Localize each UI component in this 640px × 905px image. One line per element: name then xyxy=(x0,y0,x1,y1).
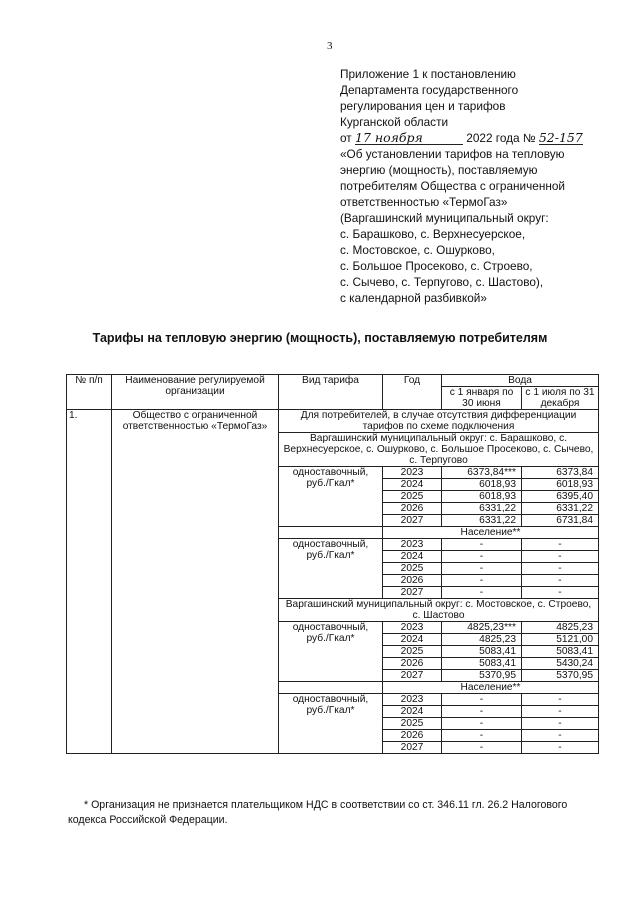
year-cell: 2025 xyxy=(383,646,442,658)
footnote-line: кодекса Российской Федерации. xyxy=(68,814,228,826)
value-period1: - xyxy=(442,706,522,718)
tariff-label: одноставочный, руб./Гкал* xyxy=(279,622,383,682)
value-period1: 6331,22 xyxy=(442,515,522,527)
population-spacer xyxy=(279,682,383,694)
year-text: 2022 года № xyxy=(466,131,536,145)
handwritten-date: 17 ноября xyxy=(355,132,463,145)
value-period2: 5121,00 xyxy=(522,634,599,646)
year-cell: 2024 xyxy=(383,634,442,646)
year-cell: 2025 xyxy=(383,718,442,730)
appendix-header xyxy=(340,66,630,306)
value-period1: - xyxy=(442,694,522,706)
value-period1: - xyxy=(442,587,522,599)
value-period2: 5370,95 xyxy=(522,670,599,682)
value-period1: 6331,22 xyxy=(442,503,522,515)
appendix-subject-line: с. Сычево, с. Терпугово, с. Шастово), xyxy=(340,275,544,289)
col-header-period2: с 1 июля по 31 декабря xyxy=(522,387,599,410)
value-period1: 6373,84*** xyxy=(442,467,522,479)
year-cell: 2023 xyxy=(383,694,442,706)
value-period2: - xyxy=(522,730,599,742)
value-period2: - xyxy=(522,718,599,730)
col-header-water: Вода xyxy=(442,375,599,387)
col-header-year: Год xyxy=(383,375,442,410)
value-period2: - xyxy=(522,587,599,599)
value-period2: 6331,22 xyxy=(522,503,599,515)
organization-name: Общество с ограниченной ответственностью «ТермоГаз» xyxy=(112,410,279,754)
year-cell: 2027 xyxy=(383,742,442,754)
consumers-header: Для потребителей, в случае отсутствия дифференциации тарифов по схеме подключения xyxy=(279,410,599,433)
appendix-date-line xyxy=(340,130,630,146)
value-period2: 5083,41 xyxy=(522,646,599,658)
tariff-table xyxy=(66,374,599,754)
appendix-line: регулирования цен и тарифов xyxy=(340,99,506,113)
value-period2: - xyxy=(522,563,599,575)
footnote xyxy=(68,798,614,828)
header-row xyxy=(67,375,599,387)
region-header: Варгашинский муниципальный округ: с. Барашково, с. Верхнесуерское, с. Ошурково, с. Большое Просеково, с. Сычево, с. Терпугово xyxy=(279,433,599,467)
value-period1: - xyxy=(442,575,522,587)
value-period2: - xyxy=(522,694,599,706)
value-period2: - xyxy=(522,539,599,551)
tariff-label: одноставочный, руб./Гкал* xyxy=(279,539,383,599)
value-period2: - xyxy=(522,575,599,587)
population-spacer xyxy=(279,527,383,539)
value-period1: 5083,41 xyxy=(442,646,522,658)
value-period1: 6018,93 xyxy=(442,491,522,503)
value-period1: 4825,23 xyxy=(442,634,522,646)
value-period2: 5430,24 xyxy=(522,658,599,670)
appendix-subject-line: с. Барашково, с. Верхнесуерское, xyxy=(340,227,526,241)
value-period1: 4825,23*** xyxy=(442,622,522,634)
year-cell: 2023 xyxy=(383,622,442,634)
value-period1: - xyxy=(442,539,522,551)
appendix-line: Департамента государственного xyxy=(340,83,519,97)
appendix-line: Курганской области xyxy=(340,115,449,129)
population-header: Население** xyxy=(383,527,599,539)
value-period2: 6373,84 xyxy=(522,467,599,479)
year-cell: 2024 xyxy=(383,706,442,718)
appendix-subject-line: энергию (мощность), поставляемую xyxy=(340,163,538,177)
col-header-period1: с 1 января по 30 июня xyxy=(442,387,522,410)
appendix-subject-line: «Об установлении тарифов на тепловую xyxy=(340,147,565,161)
year-cell: 2026 xyxy=(383,575,442,587)
footnote-line: * Организация не признается плательщиком НДС в соответствии со ст. 346.11 гл. 26.2 Налогового xyxy=(84,799,568,811)
population-header: Население** xyxy=(383,682,599,694)
year-cell: 2026 xyxy=(383,730,442,742)
value-period2: - xyxy=(522,706,599,718)
value-period2: - xyxy=(522,551,599,563)
appendix-subject-line: с. Большое Просеково, с. Строево, xyxy=(340,259,533,273)
year-cell: 2023 xyxy=(383,467,442,479)
year-cell: 2027 xyxy=(383,515,442,527)
handwritten-number: 52-157 xyxy=(538,130,583,145)
year-cell: 2027 xyxy=(383,670,442,682)
value-period1: - xyxy=(442,551,522,563)
appendix-subject-line: с. Мостовское, с. Ошурково, xyxy=(340,243,495,257)
page-number: 3 xyxy=(327,40,333,52)
value-period1: - xyxy=(442,563,522,575)
year-cell: 2026 xyxy=(383,503,442,515)
tariff-label: одноставочный, руб./Гкал* xyxy=(279,694,383,754)
date-prefix: от xyxy=(340,131,352,145)
year-cell: 2024 xyxy=(383,551,442,563)
value-period1: - xyxy=(442,742,522,754)
year-cell: 2024 xyxy=(383,479,442,491)
year-cell: 2027 xyxy=(383,587,442,599)
year-cell: 2023 xyxy=(383,539,442,551)
value-period2: 6018,93 xyxy=(522,479,599,491)
value-period2: 4825,23 xyxy=(522,622,599,634)
value-period1: 5370,95 xyxy=(442,670,522,682)
appendix-subject-line: (Варгашинский муниципальный округ: xyxy=(340,211,549,225)
value-period1: 5083,41 xyxy=(442,658,522,670)
region-header: Варгашинский муниципальный округ: с. Мостовское, с. Строево, с. Шастово xyxy=(279,599,599,622)
row-number: 1. xyxy=(67,410,112,754)
appendix-subject-line: потребителям Общества с ограниченной xyxy=(340,179,566,193)
col-header-org: Наименование регулируемой организации xyxy=(112,375,279,410)
year-cell: 2025 xyxy=(383,491,442,503)
value-period2: 6731,84 xyxy=(522,515,599,527)
year-cell: 2026 xyxy=(383,658,442,670)
value-period1: 6018,93 xyxy=(442,479,522,491)
value-period1: - xyxy=(442,730,522,742)
appendix-subject-line: с календарной разбивкой» xyxy=(340,291,487,305)
appendix-line: Приложение 1 к постановлению xyxy=(340,67,516,81)
value-period2: - xyxy=(522,742,599,754)
tariff-label: одноставочный, руб./Гкал* xyxy=(279,467,383,527)
appendix-subject-line: ответственностью «ТермоГаз» xyxy=(340,195,508,209)
col-header-num: № п/п xyxy=(67,375,112,410)
value-period1: - xyxy=(442,718,522,730)
document-title: Тарифы на тепловую энергию (мощность), поставляемую потребителям xyxy=(92,331,548,345)
value-period2: 6395,40 xyxy=(522,491,599,503)
col-header-tariff-type: Вид тарифа xyxy=(279,375,383,410)
year-cell: 2025 xyxy=(383,563,442,575)
